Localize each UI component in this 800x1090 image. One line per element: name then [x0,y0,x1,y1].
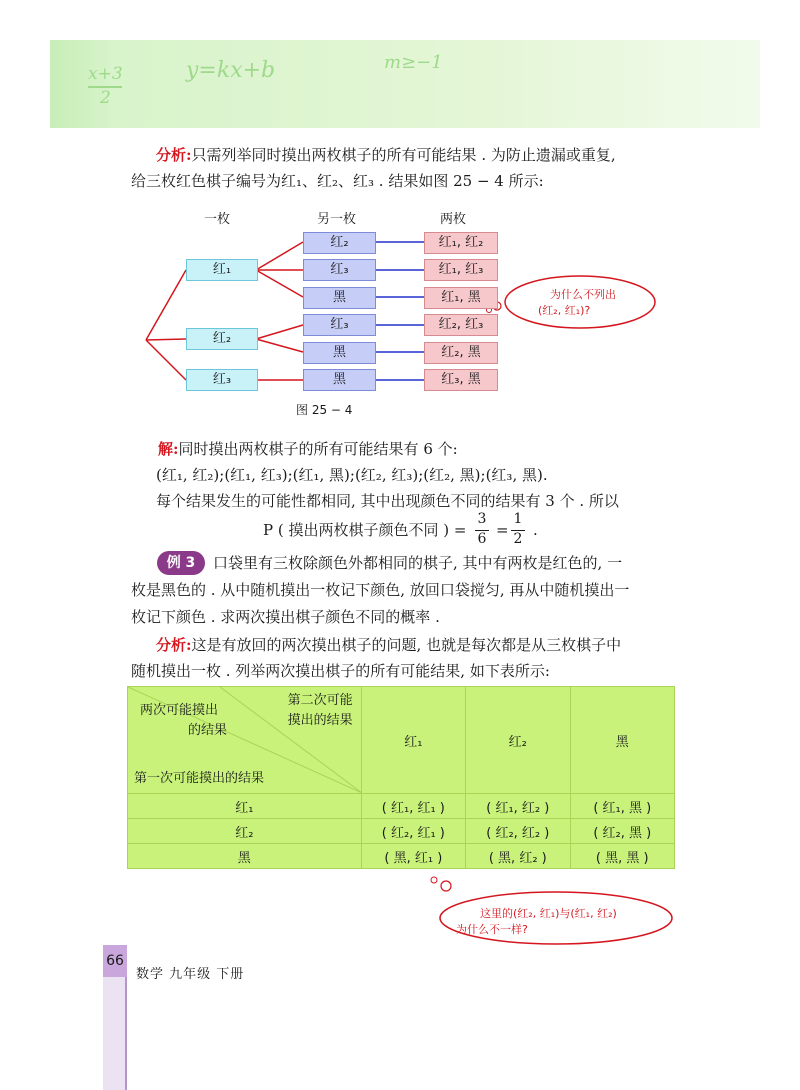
row-header: 红₂ [128,819,362,844]
corner-middle-line-2: 的结果 [188,723,228,738]
tree-node-level2: 红₃ [303,314,376,336]
col-header: 红₂ [466,687,570,794]
tree-node-level2: 黑 [303,369,376,391]
solution-label: 解: [158,440,179,458]
row-header: 黑 [128,844,362,869]
table-cell: ( 红₁, 黑 ) [570,794,674,819]
table-cell: ( 红₁, 红₂ ) [466,794,570,819]
bubble-1-line-2: (红₂, 红₁)? [538,304,591,317]
analysis-paragraph-2 [156,632,621,658]
analysis-line-1: 只需列举同时摸出两枚棋子的所有可能结果 . 为防止遗漏或重复, [191,146,616,164]
example-line-1: 口袋里有三枚除颜色外都相同的棋子, 其中有两枚是红色的, 一 [213,554,623,572]
col-header: 黑 [570,687,674,794]
outcomes-table [127,686,675,869]
table-cell: ( 红₁, 红₁ ) [361,794,465,819]
row-header: 红₁ [128,794,362,819]
solution-line-2: (红₁, 红₂);(红₁, 红₃);(红₁, 黑);(红₂, 红₃);(红₂, 黑);(红₃, 黑). [156,466,548,484]
bubble-2-line-1: 这里的(红₂, 红₁)与(红₁, 红₂) [480,907,617,920]
example-line-2: 枚是黑色的 . 从中随机摸出一枚记下颜色, 放回口袋搅匀, 再从中随机摸出一 [131,581,630,599]
table-cell: ( 黑, 红₁ ) [361,844,465,869]
footer-book-title: 数学 九年级 下册 [136,967,245,982]
tree-node-level1: 红₂ [186,328,258,350]
tree-header-one: 一枚 [204,212,231,227]
table-cell: ( 红₂, 红₁ ) [361,819,465,844]
analysis-line-2: 给三枚红色棋子编号为红₁、红₂、红₃ . 结果如图 25 − 4 所示: [131,172,544,190]
probability-formula-left: P ( 摸出两枚棋子颜色不同 ) = [263,521,467,539]
header-formula-fraction-bottom: 2 [100,88,111,108]
table-corner-cell [128,687,362,794]
example-line-3: 枚记下颜色 . 求两次摸出棋子颜色不同的概率 . [131,608,440,626]
analysis-2-label: 分析: [156,636,192,654]
table-cell: ( 红₂, 黑 ) [570,819,674,844]
formula-period: . [533,521,538,539]
tree-node-level3: 红₁, 黑 [424,287,498,309]
solution-paragraph [158,436,458,462]
fraction-1-denominator: 6 [477,531,487,547]
table-cell: ( 黑, 红₂ ) [466,844,570,869]
tree-node-level2: 红₂ [303,232,376,254]
tree-node-level1: 红₃ [186,369,258,391]
fraction-2-numerator: 1 [513,511,523,527]
tree-lines [0,0,800,420]
corner-middle-line-1: 两次可能摸出 [140,703,219,718]
corner-top-right-line-1: 第二次可能 [287,693,353,708]
formula-equals: = [496,521,509,539]
bubble-2-line-2: 为什么不一样? [456,923,528,936]
corner-top-right-line-2: 摸出的结果 [287,713,353,728]
tree-node-level2: 黑 [303,342,376,364]
tree-node-level2: 黑 [303,287,376,309]
col-header: 红₁ [361,687,465,794]
corner-middle [140,701,227,741]
table-cell: ( 黑, 黑 ) [570,844,674,869]
tree-node-level3: 红₂, 红₃ [424,314,498,336]
corner-bottom: 第一次可能摸出的结果 [134,771,265,786]
bubble-1-line-1: 为什么不列出 [550,288,616,301]
analysis-2-line-2: 随机摸出一枚 . 列举两次摸出棋子的所有可能结果, 如下表所示: [131,662,550,680]
analysis-2-line-1: 这是有放回的两次摸出棋子的问题, 也就是每次都是从三枚棋子中 [191,636,622,654]
corner-top-right [288,691,353,731]
table-row [128,819,675,844]
page-number: 66 [103,945,127,977]
tree-node-level2: 红₃ [303,259,376,281]
header-formula-linear: y=kx+b [186,58,276,83]
tree-node-level3: 红₂, 黑 [424,342,498,364]
table-cell: ( 红₂, 红₂ ) [466,819,570,844]
example-badge: 例 3 [157,551,205,575]
figure-caption: 图 25 − 4 [296,403,353,417]
tree-node-level3: 红₁, 红₂ [424,232,498,254]
tree-header-another: 另一枚 [317,212,357,227]
tree-header-two: 两枚 [440,212,467,227]
fraction-2-denominator: 2 [513,531,523,547]
tree-node-level3: 红₁, 红₃ [424,259,498,281]
table-row [128,844,675,869]
fraction-1-numerator: 3 [477,511,487,527]
solution-line-3: 每个结果发生的可能性都相同, 其中出现颜色不同的结果有 3 个 . 所以 [156,492,619,510]
tree-node-level3: 红₃, 黑 [424,369,498,391]
tree-node-level1: 红₁ [186,259,258,281]
header-formula-inequality: m≥−1 [384,52,443,73]
analysis-label: 分析: [156,146,192,164]
table-row [128,794,675,819]
solution-line-1: 同时摸出两枚棋子的所有可能结果有 6 个: [178,440,458,458]
header-formula-fraction-top: x+3 [88,64,123,84]
